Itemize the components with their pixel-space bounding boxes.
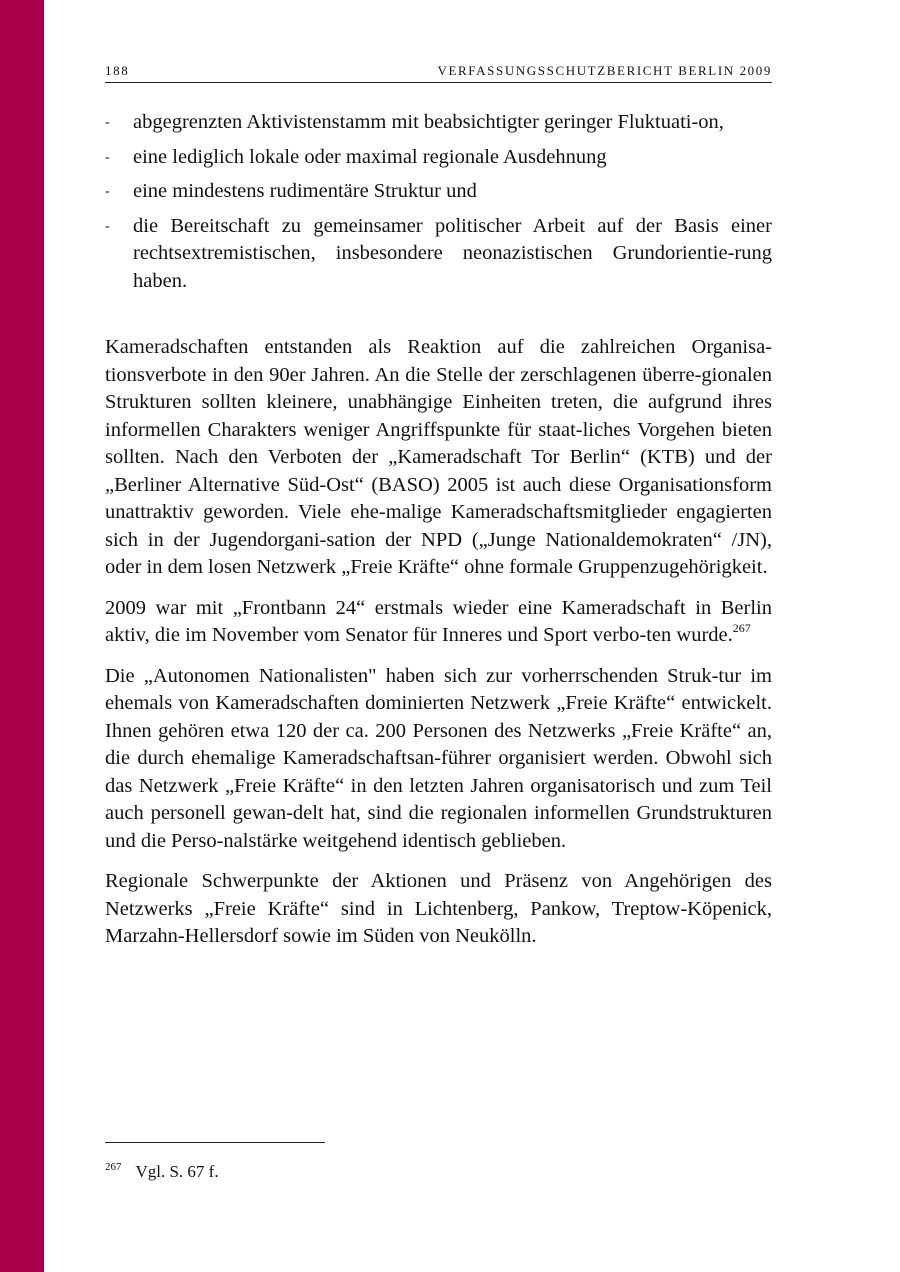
bullet-list: [105, 109, 772, 302]
list-item: [105, 213, 772, 296]
list-item-text: eine lediglich lokale oder maximal regionale Ausdehnung: [133, 145, 607, 168]
body-text: [105, 334, 772, 964]
bullet-marker: -: [105, 115, 110, 130]
header-rule: [105, 82, 772, 83]
paragraph-frontbann: [105, 595, 772, 650]
footnote-rule: [105, 1142, 325, 1143]
paragraph-kameradschaften: Kameradschaften entstanden als Reaktion auf die zahlreichen Organisa-tionsverbote in den 90er Jahren. An die Stelle der zerschlagenen überre-gionalen Strukturen sollten kleinere, unabhängige Einheiten treten, die aufgrund ihres informellen Charakters weniger Angriffspunkte für staat-liches Vorgehen bieten sollten. Nach den Verboten der „Kameradschaft Tor Berlin“ (KTB) und der „Berliner Alternative Süd-Ost“ (BASO) 2005 ist auch diese Organisationsform unattraktiv geworden. Viele ehe-malige Kameradschaftsmitglieder engagierten sich in der Jugendorgani-sation der NPD („Junge Nationaldemokraten“ /JN), oder in dem losen Netzwerk „Freie Kräfte“ ohne formale Gruppenzugehörigkeit.: [105, 336, 772, 578]
list-item-text: die Bereitschaft zu gemeinsamer politischer Arbeit auf der Basis einer rechtsextremistischen, insbesondere neonazistischen Grundorientie-rung haben.: [133, 214, 772, 292]
page-header: [105, 63, 772, 83]
bullet-marker: -: [105, 149, 110, 165]
list-item-text: abgegrenzten Aktivistenstamm mit beabsichtigter geringer Fluktuati-on,: [133, 111, 724, 133]
paragraph-autonome-nationalisten: Die „Autonomen Nationalisten" haben sich zur vorherrschenden Struk-tur im ehemals von Kameradschaften dominierten Netzwerk „Freie Kräfte“ entwickelt. Ihnen gehören etwa 120 der ca. 200 Personen des Netzwerks „Freie Kräfte“ an, die durch ehemalige Kameradschaftsan-führer organisiert werden. Obwohl sich das Netzwerk „Freie Kräfte“ in den letzten Jahren organisatorisch und zum Teil auch personell gewan-delt hat, sind die regionalen informellen Grundstrukturen und die Perso-nalstärke weitgehend identisch geblieben.: [105, 664, 772, 852]
list-item: [105, 178, 772, 206]
list-item: [105, 109, 772, 137]
bullet-marker: -: [105, 218, 110, 234]
footnote-text: Vgl. S. 67 f.: [135, 1162, 219, 1181]
footnote-reference[interactable]: 267: [732, 621, 751, 635]
footnote-number: 267: [105, 1161, 122, 1173]
margin-color-bar: [0, 0, 44, 1272]
list-item: [105, 144, 772, 172]
running-title: VERFASSUNGSSCHUTZBERICHT BERLIN 2009: [437, 63, 772, 78]
list-item-text: eine mindestens rudimentäre Struktur und: [133, 180, 477, 202]
footnote: [105, 1160, 772, 1184]
bullet-marker: -: [105, 184, 110, 199]
paragraph-text: 2009 war mit „Frontbann 24“ erstmals wieder eine Kameradschaft in Berlin aktiv, die im November vom Senator für Inneres und Sport verbo-ten wurde.: [105, 596, 772, 646]
page-number: 188: [105, 63, 130, 78]
paragraph-regionale-schwerpunkte: Regionale Schwerpunkte der Aktionen und Präsenz von Angehörigen des Netzwerks „Freie Kräfte“ sind in Lichtenberg, Pankow, Treptow-Köpenick, Marzahn-Hellersdorf sowie im Süden von Neukölln.: [105, 870, 772, 947]
